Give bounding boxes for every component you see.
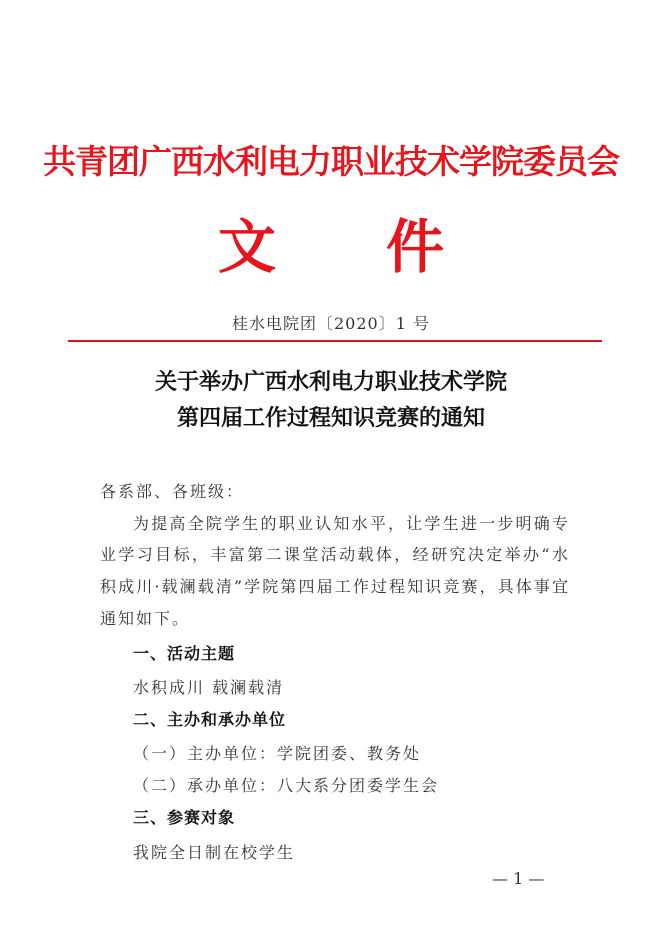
- document-type: [0, 200, 662, 284]
- document-type-char: 文: [217, 213, 276, 281]
- section-item: （二）承办单位：八大系分团委学生会: [133, 776, 440, 795]
- salutation: 各系部、各班级：: [100, 482, 245, 501]
- document-type-char: 件: [386, 213, 445, 281]
- issuing-organization: 共青团广西水利电力职业技术学院委员会: [43, 142, 619, 181]
- body-paragraph-line: 为提高全院学生的职业认知水平，让学生进一步明确专: [133, 514, 568, 533]
- document-number: 桂水电院团〔2020〕1 号: [232, 314, 430, 333]
- section-text: 我院全日制在校学生: [133, 843, 296, 862]
- section-heading: 二、主办和承办单位: [133, 710, 287, 729]
- section-text: 水积成川 载澜载清: [133, 678, 285, 697]
- section-heading: 三、参赛对象: [133, 808, 236, 827]
- red-divider: [68, 340, 602, 342]
- body-paragraph-line: 通知如下。: [100, 609, 191, 628]
- section-item: （一）主办单位：学院团委、教务处: [133, 744, 422, 763]
- section-heading: 一、活动主题: [133, 644, 236, 663]
- document-title-line2: 第四届工作过程知识竞赛的通知: [176, 405, 485, 431]
- body-paragraph-line: 积成川·载澜载清”学院第四届工作过程知识竞赛，具体事宜: [100, 577, 568, 596]
- document-title-line1: 关于举办广西水利电力职业技术学院: [154, 369, 507, 395]
- page-number: — 1 —: [492, 869, 545, 888]
- body-paragraph-line: 业学习目标，丰富第二课堂活动载体，经研究决定举办“水: [100, 545, 568, 564]
